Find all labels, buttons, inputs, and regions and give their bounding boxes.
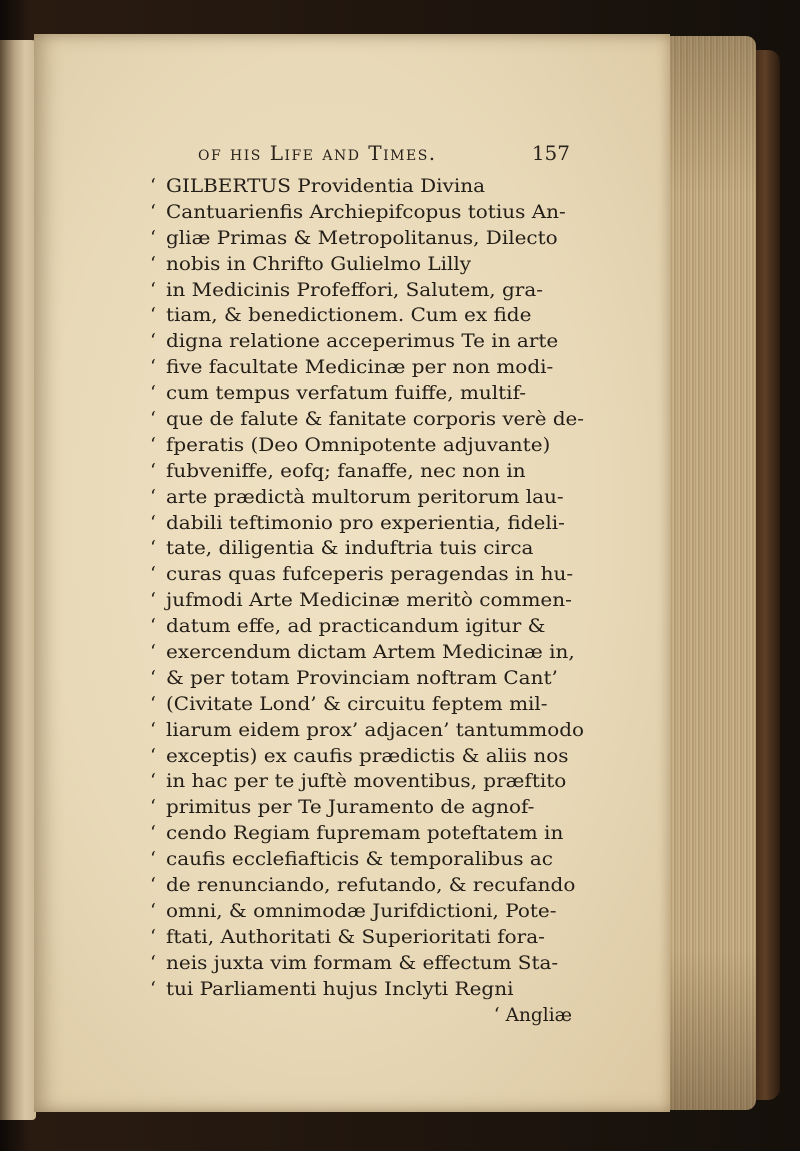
quote-mark: ‘ (150, 849, 156, 871)
quote-mark: ‘ (150, 538, 156, 560)
line-text: ftati, Authoritati & Superioritati fora- (166, 926, 545, 948)
page-number: 157 (531, 141, 570, 165)
line-text: in Medicinis Profeffori, Salutem, gra- (166, 279, 543, 301)
text-line (150, 769, 584, 795)
line-text: & per totam Provinciam noftram Cant’ (166, 667, 558, 689)
text-line (150, 303, 584, 329)
text-line (150, 847, 584, 873)
text-line (150, 485, 584, 511)
text-line (150, 252, 584, 278)
quote-mark: ‘ (150, 590, 156, 612)
line-text: dabili teftimonio pro experientia, fideli- (166, 512, 565, 534)
text-line (150, 1003, 584, 1029)
quote-mark: ‘ (150, 176, 156, 197)
quote-mark: ‘ (150, 253, 156, 275)
line-text: fubveniffe, eofq; fanaffe, nec non in (166, 460, 526, 482)
quote-mark: ‘ (150, 305, 156, 327)
text-line (150, 614, 584, 640)
text-line (150, 588, 584, 614)
text-line (150, 744, 584, 770)
line-text: five facultate Medicinæ per non modi- (166, 357, 554, 379)
quote-mark: ‘ (150, 279, 156, 301)
line-text: GILBERTUS Providentia Divina (166, 176, 486, 197)
text-line (150, 925, 584, 951)
text-line (150, 278, 584, 304)
text-line (150, 977, 584, 1003)
line-text: tui Parliamenti hujus Inclyti Regni (166, 978, 514, 1000)
text-line (150, 536, 584, 562)
line-text: jufmodi Arte Medicinæ meritò commen- (166, 590, 572, 612)
quote-mark: ‘ (150, 616, 156, 638)
text-line (150, 174, 584, 200)
text-line (150, 226, 584, 252)
quote-mark: ‘ (150, 512, 156, 534)
quote-mark: ‘ (150, 875, 156, 897)
line-text: neis juxta vim formam & effectum Sta- (166, 952, 559, 974)
quote-mark: ‘ (150, 823, 156, 845)
quote-mark: ‘ (150, 745, 156, 767)
quote-mark: ‘ (150, 719, 156, 741)
line-text: primitus per Te Juramento de agnof- (166, 797, 535, 819)
text-line (150, 899, 584, 925)
text-line (150, 951, 584, 977)
text-line (150, 407, 584, 433)
line-text: in hac per te juftè moventibus, præftito (166, 771, 567, 793)
quote-mark: ‘ (150, 642, 156, 664)
line-text: cendo Regiam fupremam poteftatem in (166, 823, 564, 845)
quote-mark: ‘ (150, 227, 156, 249)
text-line (150, 433, 584, 459)
quote-mark: ‘ (150, 797, 156, 819)
line-text: cum tempus verfatum fuiffe, multif- (166, 383, 527, 405)
text-line (150, 562, 584, 588)
line-text: datum effe, ad practicandum igitur & (166, 616, 546, 638)
line-text: tiam, & benedictionem. Cum ex fide (166, 305, 532, 327)
running-head-title: of his Life and Times. (198, 141, 437, 165)
line-text: tate, diligentia & induftria tuis circa (166, 538, 534, 560)
text-line (150, 381, 584, 407)
quote-mark: ‘ (150, 978, 156, 1000)
line-text: arte prædictà multorum peritorum lau- (166, 486, 564, 508)
line-text: nobis in Chrifto Gulielmo Lilly (166, 253, 472, 275)
quote-mark: ‘ (150, 564, 156, 586)
quote-mark: ‘ (150, 486, 156, 508)
text-line (150, 640, 584, 666)
text-line (150, 821, 584, 847)
text-line (150, 200, 584, 226)
running-head (198, 141, 570, 171)
quote-mark: ‘ (150, 926, 156, 948)
text-line (150, 329, 584, 355)
line-text: exercendum dictam Artem Medicinæ in, (166, 642, 575, 664)
text-line (150, 355, 584, 381)
text-line (150, 795, 584, 821)
text-line (150, 692, 584, 718)
line-text: de renunciando, refutando, & recufando (166, 875, 576, 897)
line-text: Angliæ (505, 1004, 572, 1026)
quote-mark: ‘ (150, 460, 156, 482)
quote-mark: ‘ (150, 201, 156, 223)
quote-mark: ‘ (150, 434, 156, 456)
text-line (150, 459, 584, 485)
facing-page-edge (0, 40, 36, 1120)
text-line (150, 718, 584, 744)
line-text: (Civitate Lond’ & circuitu feptem mil- (166, 693, 548, 715)
line-text: caufis ecclefiafticis & temporalibus ac (166, 849, 553, 871)
line-text: liarum eidem prox’ adjacen’ tantummodo (166, 719, 584, 741)
fore-edge-shadow (664, 36, 756, 1110)
quote-mark: ‘ (150, 357, 156, 379)
quote-mark: ‘ (150, 331, 156, 353)
line-text: exceptis) ex caufis prædictis & aliis nos (166, 745, 569, 767)
quote-mark: ‘ (493, 1004, 500, 1026)
line-text: fperatis (Deo Omnipotente adjuvante) (166, 434, 551, 456)
quote-mark: ‘ (150, 409, 156, 431)
quote-mark: ‘ (150, 900, 156, 922)
text-line (150, 873, 584, 899)
quote-mark: ‘ (150, 693, 156, 715)
line-text: gliæ Primas & Metropolitanus, Dilecto (166, 227, 558, 249)
quote-mark: ‘ (150, 667, 156, 689)
quote-mark: ‘ (150, 952, 156, 974)
line-text: digna relatione acceperimus Te in arte (166, 331, 559, 353)
quote-mark: ‘ (150, 771, 156, 793)
text-line (150, 666, 584, 692)
line-text: Cantuarienfis Archiepifcopus totius An- (166, 201, 566, 223)
body-text (150, 174, 584, 1028)
line-text: que de falute & fanitate corporis verè de- (166, 409, 584, 431)
text-line (150, 511, 584, 537)
quote-mark: ‘ (150, 383, 156, 405)
line-text: omni, & omnimodæ Jurifdictioni, Pote- (166, 900, 557, 922)
line-text: curas quas fufceperis peragendas in hu- (166, 564, 574, 586)
